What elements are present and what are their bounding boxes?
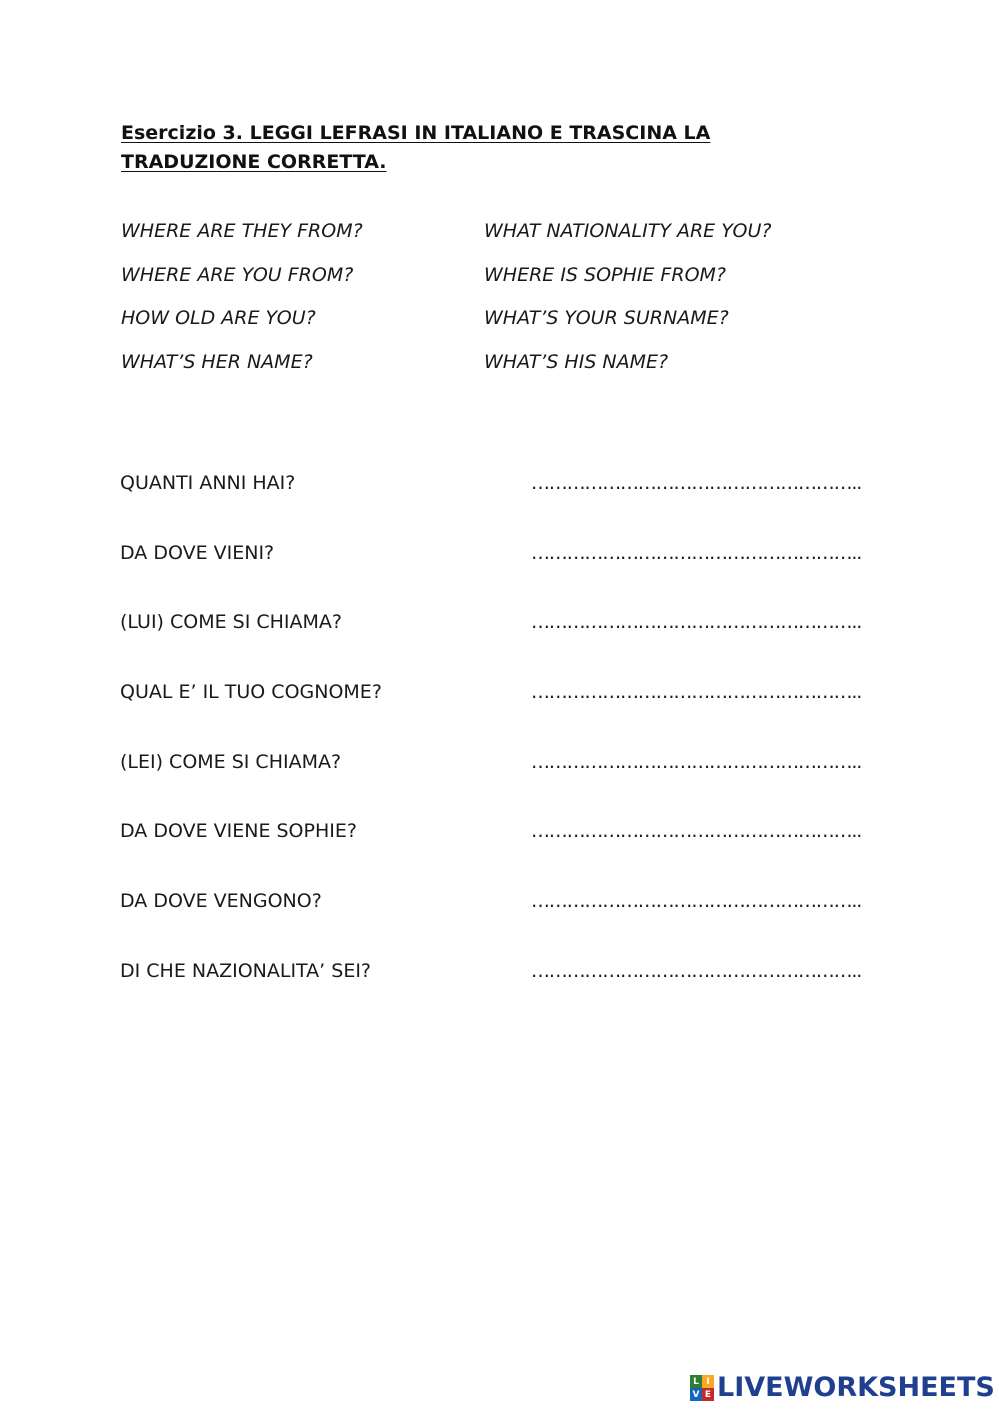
option-row [121, 303, 881, 347]
draggable-option[interactable]: WHERE ARE YOU FROM? [121, 263, 354, 286]
option-row [121, 260, 881, 304]
question-text: (LEI) COME SI CHIAMA? [120, 750, 342, 773]
drop-target[interactable]: ……………………………………………….. [531, 611, 862, 634]
question-text: (LUI) COME SI CHIAMA? [120, 611, 343, 634]
drop-target[interactable]: ……………………………………………….. [531, 959, 862, 982]
drop-target[interactable]: ……………………………………………….. [531, 541, 862, 564]
question-row [120, 886, 860, 956]
logo-mark-letter: I [702, 1375, 714, 1388]
draggable-option[interactable]: WHERE ARE THEY FROM? [121, 220, 363, 242]
answer-options [121, 216, 881, 390]
draggable-option[interactable]: WHAT NATIONALITY ARE YOU? [484, 220, 772, 242]
option-row [121, 347, 881, 391]
question-text: QUAL E’ IL TUO COGNOME? [120, 681, 382, 704]
question-row [120, 747, 860, 817]
question-text: QUANTI ANNI HAI? [120, 472, 296, 494]
liveworksheets-logo [690, 1371, 995, 1405]
draggable-option[interactable]: HOW OLD ARE YOU? [121, 307, 316, 329]
draggable-option[interactable]: WHERE IS SOPHIE FROM? [484, 263, 726, 286]
drop-target[interactable]: ……………………………………………….. [531, 820, 862, 843]
drop-target[interactable]: ……………………………………………….. [531, 890, 862, 913]
question-row [120, 956, 860, 1026]
question-text: DA DOVE VENGONO? [120, 890, 322, 913]
drop-target[interactable]: ……………………………………………….. [531, 472, 862, 494]
logo-mark-letter: L [690, 1375, 702, 1388]
question-text: DA DOVE VIENI? [120, 541, 275, 564]
option-row [121, 216, 881, 260]
question-row [120, 607, 860, 677]
question-row [120, 538, 860, 608]
draggable-option[interactable]: WHAT’S YOUR SURNAME? [484, 307, 729, 329]
draggable-option[interactable]: WHAT’S HIS NAME? [484, 350, 669, 373]
logo-mark-letter: V [690, 1388, 702, 1401]
question-text: DA DOVE VIENE SOPHIE? [120, 820, 357, 843]
logo-text: LIVEWORKSHEETS [717, 1372, 995, 1403]
exercise-title-line-1: Esercizio 3. LEGGI LEFRASI IN ITALIANO E TRASCINA LA [121, 122, 711, 144]
question-list [120, 468, 860, 1026]
drop-target[interactable]: ……………………………………………….. [531, 750, 862, 773]
liveworksheets-logo-icon [690, 1375, 714, 1401]
drop-target[interactable]: ……………………………………………….. [531, 681, 862, 704]
draggable-option[interactable]: WHAT’S HER NAME? [121, 350, 313, 373]
logo-mark-letter: E [702, 1388, 714, 1401]
exercise-title [121, 119, 821, 177]
question-text: DI CHE NAZIONALITA’ SEI? [120, 959, 372, 982]
question-row [120, 816, 860, 886]
exercise-title-line-2: TRADUZIONE CORRETTA. [121, 151, 387, 173]
question-row [120, 468, 860, 538]
question-row [120, 677, 860, 747]
